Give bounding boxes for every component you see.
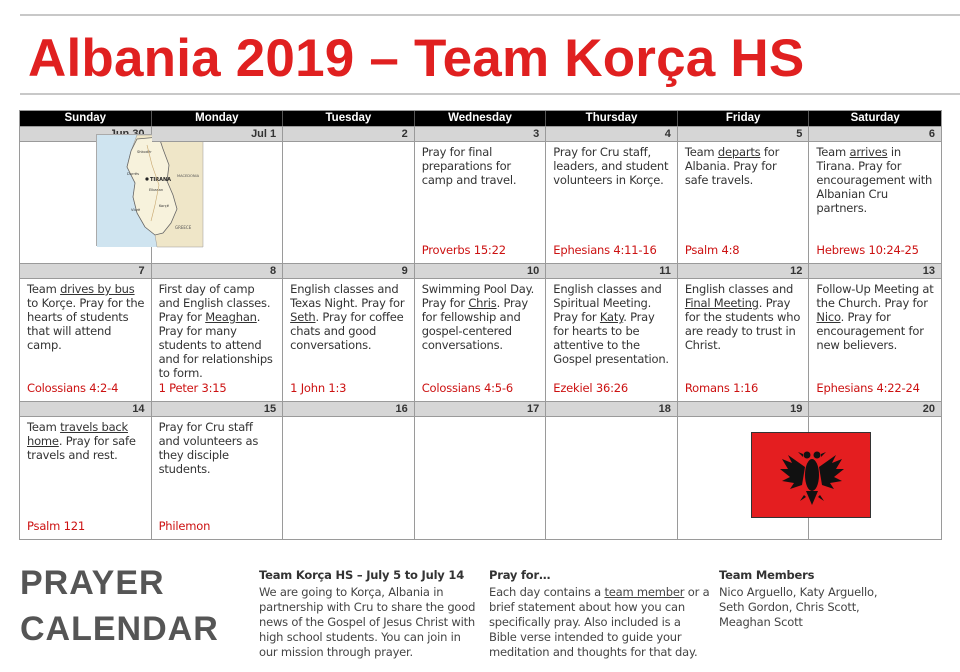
pray-for-text-part: or a brief statement about how you can specifically pray. Also included is a Bible verse intended to guide your meditation and thoughts for that day. [489,585,710,659]
note-highlight: travels back home [27,420,128,448]
team-info-column [259,568,479,660]
calendar-week-1 [20,126,941,263]
prayer-note [678,142,809,187]
note-text: Team [27,282,61,296]
day-cell [678,402,810,539]
note-text: English classes and Spiritual Meeting. Pray for [553,282,662,324]
map-label-macedonia: MACEDONIA [177,174,200,178]
prayer-note: Pray for Cru staff and volunteers as they disciple students. [158,420,259,476]
weekday-thursday: Thursday [546,111,678,126]
day-cell [283,264,415,401]
note-text: Team [27,420,61,434]
pray-for-title: Pray for… [489,568,551,582]
day-number: 4 [546,127,677,142]
day-cell [152,264,284,401]
calendar-week-2 [20,263,941,401]
day-number: 12 [678,264,809,279]
day-cell [152,127,284,263]
prayer-note [283,279,414,352]
pray-for-column [489,568,711,660]
note-text: . Pray for safe travels and rest. [27,434,136,462]
heading-line: CALENDAR [20,610,219,648]
prayer-note [678,279,809,352]
prayer-note [20,279,151,352]
day-number: 20 [809,402,941,417]
day-cell [678,264,810,401]
note-text: . Pray for hearts to be attentive to the Gospel presentation. [553,310,669,366]
note-text: Follow-Up Meeting at the Church. Pray for [816,282,934,310]
weekday-monday: Monday [152,111,284,126]
pray-for-text [489,585,711,660]
day-number: 14 [20,402,151,417]
bible-verse: Romans 1:16 [684,381,759,395]
prayer-note: Pray for final preparations for camp and travel. [421,145,517,187]
bible-verse: Psalm 121 [27,519,85,533]
day-number: 10 [415,264,546,279]
bible-verse: Colossians 4:2-4 [27,381,119,395]
note-text: . Pray for many students to attend and for relationships to form. [158,310,273,380]
day-cell [20,127,200,263]
team-info-text: We are going to Korça, Albania in partnership with Cru to share the good news of the Gospel of Jesus Christ with high school students. You can join in our mission through prayer. [259,585,476,659]
note-text: Team [816,145,850,159]
note-text: First day of camp and English classes. Pray for [158,282,271,324]
pray-for-highlight: team member [604,585,685,599]
day-cell [809,127,941,263]
day-number: 17 [415,402,546,417]
prayer-note [415,279,546,352]
day-number: 7 [20,264,151,279]
day-number: 13 [809,264,941,279]
day-number: 3 [415,127,546,142]
day-number: 11 [546,264,677,279]
day-cell [415,402,547,539]
bible-verse: Philemon [158,519,211,533]
day-cell [546,402,678,539]
note-highlight: arrives [849,145,888,159]
bible-verse: Hebrews 10:24-25 [816,243,919,257]
prayer-note [809,279,941,352]
weekday-friday: Friday [678,111,810,126]
note-highlight: departs [717,145,761,159]
bible-verse: Ephesians 4:22-24 [816,381,920,395]
day-number: 8 [152,264,283,279]
map-label-capital: TIRANA [150,177,172,183]
bible-verse: Proverbs 15:22 [421,243,506,257]
prayer-note [152,279,283,380]
day-number: Jul 1 [152,127,283,142]
bible-verse: Ephesians 4:11-16 [553,243,657,257]
title-rule [20,93,960,95]
day-cell [283,402,415,539]
day-cell [546,127,678,263]
team-members-list: Nico Arguello, Katy Arguello, Seth Gordon, Chris Scott, Meaghan Scott [719,585,878,629]
team-members-title: Team Members [719,568,815,582]
bible-verse: Psalm 4:8 [684,243,740,257]
note-highlight: Final Meeting [684,296,759,310]
map-label-city: Durrës [127,172,139,176]
prayer-note [809,142,941,215]
day-number: 6 [809,127,941,142]
day-cell [152,402,284,539]
day-number: 9 [283,264,414,279]
weekday-tuesday: Tuesday [283,111,415,126]
map-label-city: Shkodër [137,150,152,154]
team-members-column [719,568,899,630]
page-title: Albania 2019 – Team Korça HS [28,29,805,88]
team-info-title: Team Korça HS – July 5 to July 14 [259,568,465,582]
day-cell [546,264,678,401]
day-cell [20,402,152,539]
map-label-city: Korçë [159,204,169,208]
top-rule [20,14,960,16]
prayer-calendar-heading [20,560,219,652]
day-number: 5 [678,127,809,142]
note-text: Swimming Pool Day. Pray for [421,282,535,310]
note-highlight: Chris [468,296,497,310]
note-highlight: Katy [599,310,624,324]
note-highlight: Nico [816,310,841,324]
day-number: 2 [283,127,414,142]
day-number: 19 [678,402,809,417]
note-text: Team [684,145,718,159]
note-text: . Pray for fellowship and gospel-centered conversations. [421,296,529,352]
note-text: . Pray for coffee chats and good conversations. [290,310,404,352]
day-cell [415,127,547,263]
map-label-city: Elbasan [149,188,164,192]
weekday-header [20,111,941,126]
note-highlight: Meaghan [205,310,257,324]
day-cell [809,402,941,539]
weekday-wednesday: Wednesday [415,111,547,126]
note-highlight: Seth [290,310,316,324]
prayer-calendar [19,110,942,540]
day-cell [415,264,547,401]
pray-for-text-part: Each day contains a [489,585,605,599]
weekday-saturday: Saturday [850,112,900,124]
note-text: English classes and Texas Night. Pray for [290,282,405,310]
bible-verse: 1 Peter 3:15 [158,381,227,395]
day-cell [20,264,152,401]
prayer-note [546,279,677,366]
bible-verse: 1 John 1:3 [290,381,347,395]
prayer-note: Pray for Cru staff, leaders, and student volunteers in Korçe. [553,145,669,187]
map-label-city: Vlorë [131,208,141,212]
note-text: . Pray for encouragement for new believers. [816,310,924,352]
note-text: in Tirana. Pray for encouragement with Albanian Cru partners. [816,145,933,215]
day-number: 18 [546,402,677,417]
map-label-greece: GREECE [175,225,192,230]
heading-line: PRAYER [20,564,165,602]
day-cell [678,127,810,263]
note-text: to Korçe. Pray for the hearts of students that will attend camp. [27,296,145,352]
bible-verse: Ezekiel 36:26 [553,381,628,395]
note-text: for Albania. Pray for safe travels. [684,145,780,187]
day-cell [809,264,941,401]
calendar-week-3 [20,401,941,539]
note-highlight: drives by bus [60,282,135,296]
note-text: English classes and [684,282,794,296]
day-cell [283,127,415,263]
day-number: 15 [152,402,283,417]
weekday-sunday: Sunday [20,111,152,126]
bible-verse: Colossians 4:5-6 [421,381,513,395]
prayer-note [20,417,151,462]
day-number: 16 [283,402,414,417]
note-text: . Pray for the students who are ready to trust in Christ. [684,296,801,352]
